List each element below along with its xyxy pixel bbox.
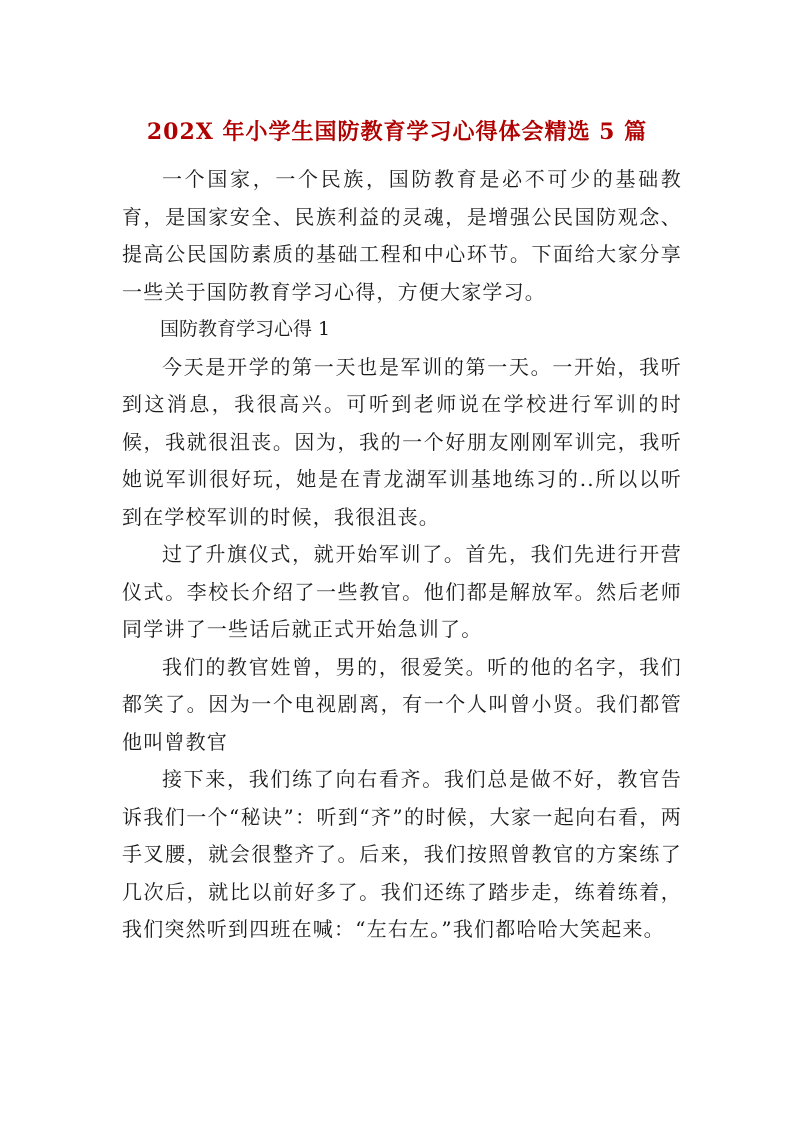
intro-paragraph: 一个国家，一个民族，国防教育是必不可少的基础教育，是国家安全、民族利益的灵魂，是增强公民国防观念、提高公民国防素质的基础工程和中心环节。下面给大家分享一些关于国防教育学习心得，方便大家学习。 [122,167,682,304]
body-paragraph-4: 接下来，我们练了向右看齐。我们总是做不好，教官告诉我们一个“秘诀”：听到“齐”的时候，大家一起向右看，两手叉腰，就会很整齐了。后来，我们按照曾教官的方案练了几次后，就比以前好多了。我们还练了踏步走，练着练着，我们突然听到四班在喊：“左右左。”我们都哈哈大笑起来。 [122,767,682,941]
body-paragraph-3: 我们的教官姓曾，男的，很爱笑。听的他的名字，我们都笑了。因为一个电视剧离，有一个人叫曾小贤。我们都管他叫曾教官 [122,654,682,754]
document-title: 202X 年小学生国防教育学习心得体会精选 5 篇 [146,118,648,145]
section-heading: 国防教育学习心得 1 [160,318,331,340]
body-paragraph-2: 过了升旗仪式，就开始军训了。首先，我们先进行开营仪式。李校长介绍了一些教官。他们都是解放军。然后老师同学讲了一些话后就正式开始急训了。 [122,542,682,641]
body-paragraph-1: 今天是开学的第一天也是军训的第一天。一开始，我听到这消息，我很高兴。可听到老师说在学校进行军训的时候，我就很沮丧。因为，我的一个好朋友刚刚军训完，我听她说军训很好玩，她是在青龙湖军训基地练习的..所以以听到在学校军训的时候，我很沮丧。 [122,354,682,529]
document-body [122,161,682,949]
